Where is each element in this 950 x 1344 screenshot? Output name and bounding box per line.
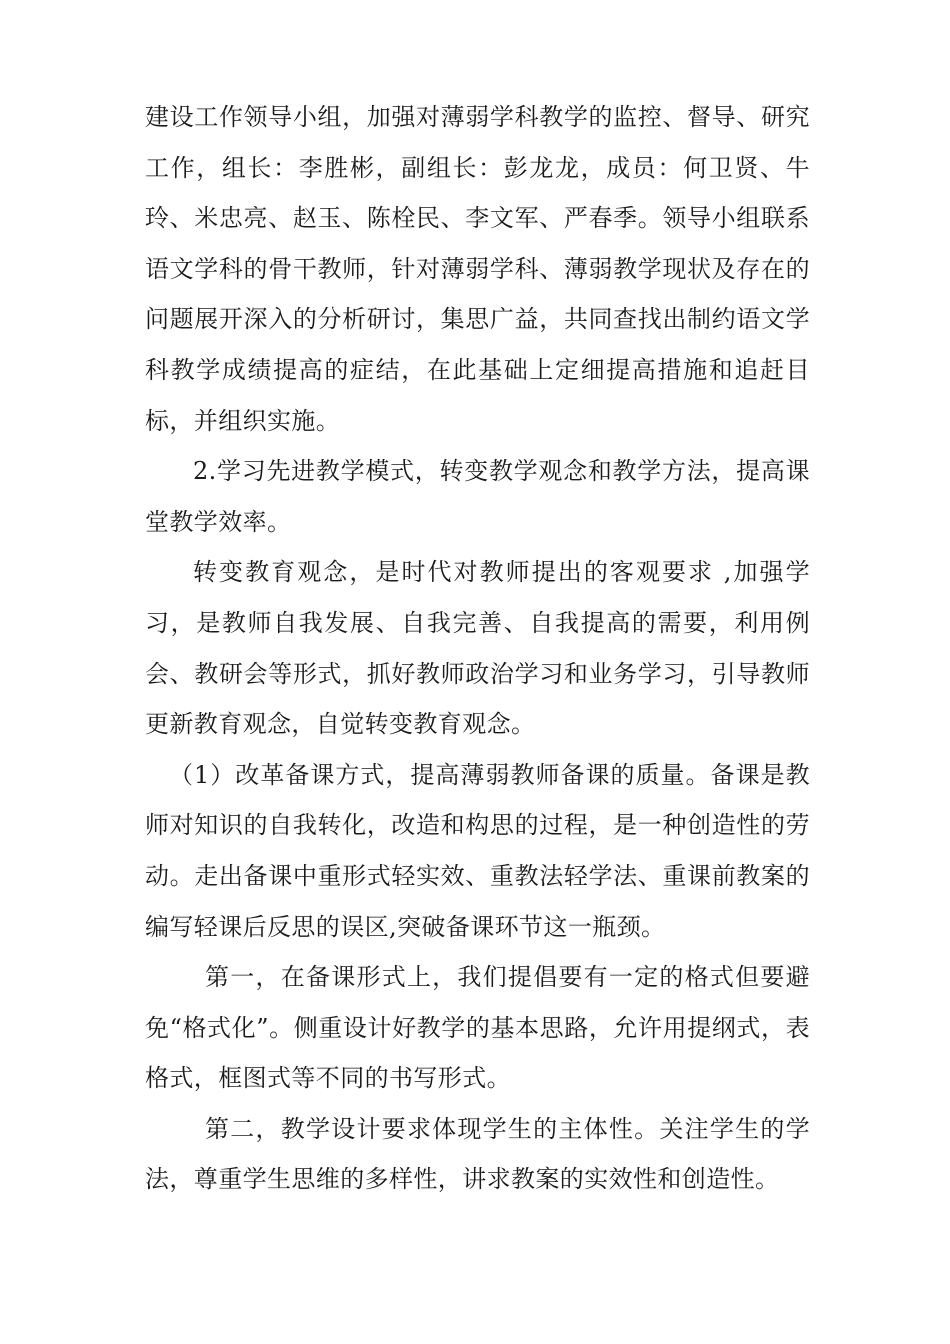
paragraph-3: 转变教育观念，是时代对教师提出的客观要求 ,加强学习，是教师自我发展、自我完善、自我提高的需要，利用例会、教研会等形式，抓好教师政治学习和业务学习，引导教师更新教育观念，自觉转变教育观念。	[145, 558, 810, 739]
paragraph-1: 建设工作领导小组，加强对薄弱学科教学的监控、督导、研究工作，组长：李胜彬，副组长：彭龙龙，成员：何卫贤、牛玲、米忠亮、赵玉、陈栓民、李文军、严春季。领导小组联系语文学科的骨干教师，针对薄弱学科、薄弱教学现状及存在的问题展开深入的分析研讨，集思广益，共同查找出制约语文学科教学成绩提高的症结，在此基础上定细提高措施和追赶目标，并组织实施。	[145, 103, 810, 435]
paragraph-2: 2.学习先进教学模式，转变教学观念和教学方法，提高课堂教学效率。	[145, 457, 810, 536]
paragraph-5: 第一，在备课形式上，我们提倡要有一定的格式但要避免“格式化”。侧重设计好教学的基本思路，允许用提纲式，表格式，框图式等不同的书写形式。	[145, 963, 810, 1093]
document-body	[145, 92, 810, 1205]
paragraph-6: 第二，教学设计要求体现学生的主体性。关注学生的学法，尊重学生思维的多样性，讲求教案的实效性和创造性。	[145, 1114, 810, 1194]
paragraph-4: （1）改革备课方式，提高薄弱教师备课的质量。备课是教师对知识的自我转化，改造和构思的过程，是一种创造性的劳动。走出备课中重形式轻实效、重教法轻学法、重课前教案的编写轻课后反思的误区,突破备课环节这一瓶颈。	[145, 760, 810, 941]
